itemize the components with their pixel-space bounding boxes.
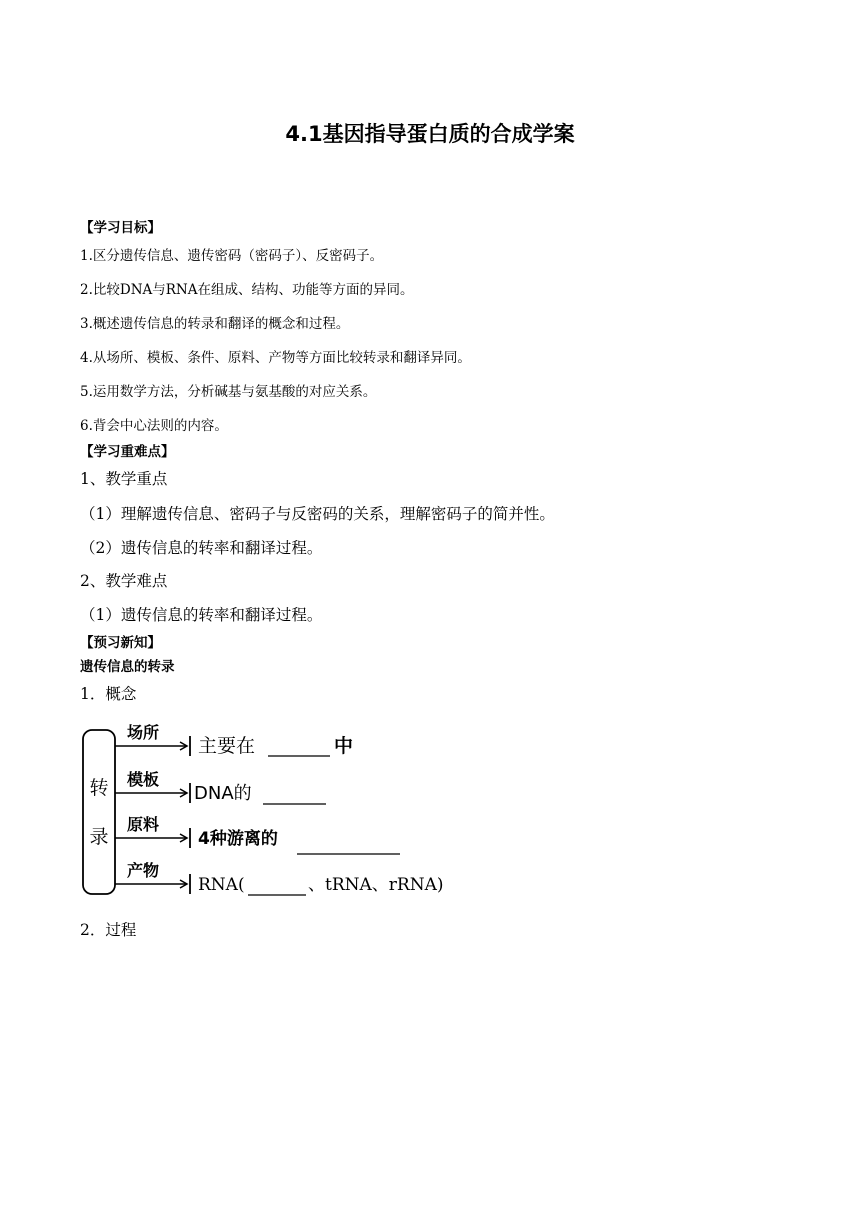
diagram-center-char: 转 xyxy=(89,777,109,799)
objective-item: 3.概述遗传信息的转录和翻译的概念和过程。 xyxy=(80,316,350,332)
preview-heading: 【预习新知】 xyxy=(80,635,161,651)
objective-item: 4.从场所、模板、条件、原料、产物等方面比较转录和翻译异同。 xyxy=(80,350,471,366)
page-title: 4.1基因指导蛋白质的合成学案 xyxy=(285,122,575,146)
concept-label: 1．概念 xyxy=(80,685,137,703)
objective-item: 5.运用数学方法，分析碱基与氨基酸的对应关系。 xyxy=(80,384,377,400)
row-suffix: 中 xyxy=(334,735,354,757)
key-item: （2）遗传信息的转率和翻译过程。 xyxy=(80,539,323,557)
preview-subheading: 遗传信息的转录 xyxy=(80,659,175,675)
key-points-heading: 【学习重难点】 xyxy=(80,444,175,460)
difficult-title: 2、教学难点 xyxy=(80,572,168,590)
objectives-heading: 【学习目标】 xyxy=(80,220,161,236)
difficult-item: （1）遗传信息的转率和翻译过程。 xyxy=(80,606,323,624)
key-item: （1）理解遗传信息、密码子与反密码的关系，理解密码子的简并性。 xyxy=(80,505,555,523)
diagram-box xyxy=(83,730,115,894)
row-prefix: DNA的 xyxy=(194,783,252,804)
transcription-diagram xyxy=(80,716,480,900)
process-label: 2．过程 xyxy=(80,921,137,939)
row-label-location: 场所 xyxy=(127,723,160,742)
key-title: 1、教学重点 xyxy=(80,470,168,488)
diagram-center-char: 录 xyxy=(89,826,109,848)
row-suffix: 、tRNA、rRNA) xyxy=(308,875,444,895)
row-label-material: 原料 xyxy=(127,815,160,834)
objective-item: 1.区分遗传信息、遗传密码（密码子）、反密码子。 xyxy=(80,248,384,264)
row-prefix: 4种游离的 xyxy=(198,829,278,849)
row-label-template: 模板 xyxy=(127,770,160,789)
row-prefix: 主要在 xyxy=(198,735,256,757)
row-label-product: 产物 xyxy=(127,861,160,880)
objective-item: 2.比较DNA与RNA在组成、结构、功能等方面的异同。 xyxy=(80,282,414,298)
row-prefix: RNA( xyxy=(198,875,245,895)
objective-item: 6.背会中心法则的内容。 xyxy=(80,418,228,434)
